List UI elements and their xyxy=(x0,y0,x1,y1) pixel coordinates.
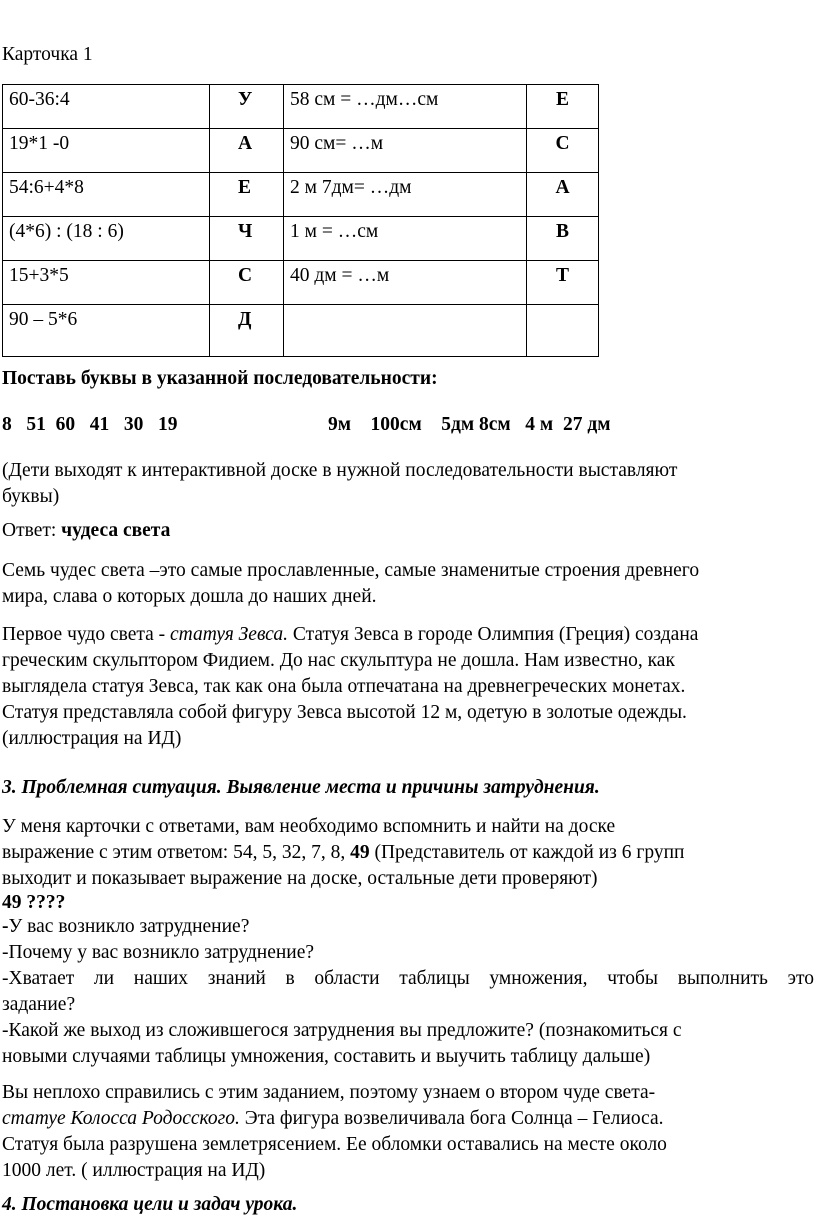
expression-cell: 90 – 5*6 xyxy=(3,305,210,357)
conversion-cell: 1 м = …см xyxy=(284,217,527,261)
letter-cell: Ч xyxy=(210,217,284,261)
letter-cell-2: С xyxy=(527,129,599,173)
answer-line xyxy=(2,518,170,544)
paragraph-3-line-3: выходит и показывает выражение на доске, остальные дети проверяют) xyxy=(2,868,598,889)
expression-cell: 19*1 -0 xyxy=(3,129,210,173)
expression-cell: 60-36:4 xyxy=(3,85,210,129)
question-4-line-1: -Какой же выход из сложившегося затруднения вы предложите? (познакомиться с xyxy=(2,1020,682,1041)
paragraph-4-line-2 xyxy=(2,1106,663,1132)
question-3-line-2: задание? xyxy=(2,994,76,1015)
question-2: -Почему у вас возникло затруднение? xyxy=(2,942,315,963)
paragraph-3-line-1: У меня карточки с ответами, вам необходимо вспомнить и найти на доске xyxy=(2,816,616,837)
question-1-text: У вас возникло затруднение? xyxy=(8,916,250,937)
letter-cell-2: Е xyxy=(527,85,599,129)
card-title: Карточка 1 xyxy=(2,44,93,65)
letter-cell-2: В xyxy=(527,217,599,261)
paragraph-2-start: Первое чудо света - xyxy=(2,624,171,645)
conversion-cell: 2 м 7дм= …дм xyxy=(284,173,527,217)
paragraph-2-line-5: (иллюстрация на ИД) xyxy=(2,728,182,749)
answer-value: чудеса света xyxy=(61,520,171,541)
expression-cell: 54:6+4*8 xyxy=(3,173,210,217)
sequence-numbers: 8 51 60 41 30 19 xyxy=(2,414,178,435)
letter-cell-2: А xyxy=(527,173,599,217)
table-row xyxy=(3,173,599,217)
question-1-dash: - xyxy=(2,916,9,937)
paragraph-2-line-2: греческим скульптором Фидием. До нас скульптура не дошла. Нам известно, как xyxy=(2,650,675,671)
paragraph-2-line-1 xyxy=(2,622,698,648)
paragraph-4-line-4: 1000 лет. ( иллюстрация на ИД) xyxy=(2,1160,266,1181)
paragraph-4-line-1: Вы неплохо справились с этим заданием, поэтому узнаем о втором чуде света- xyxy=(2,1082,656,1103)
question-1 xyxy=(2,914,249,940)
conversion-cell: 90 см= …м xyxy=(284,129,527,173)
expression-cell: 15+3*5 xyxy=(3,261,210,305)
table-row xyxy=(3,261,599,305)
card-table xyxy=(2,84,599,357)
table-row xyxy=(3,217,599,261)
paragraph-3-line-2-c: (Представитель от каждой из 6 групп xyxy=(369,842,685,863)
paragraph-3-line-2-b: 49 xyxy=(350,842,370,863)
heading-4: 4. Постановка цели и задач урока. xyxy=(2,1194,298,1215)
heading-3: 3. Проблемная ситуация. Выявление места и причины затруднения. xyxy=(2,777,600,798)
paragraph-3-line-4: 49 ???? xyxy=(2,892,66,913)
instruction-text: Поставь буквы в указанной последовательности: xyxy=(2,368,438,389)
table-row xyxy=(3,85,599,129)
conversion-cell: 58 см = …дм…см xyxy=(284,85,527,129)
table-row xyxy=(3,305,599,357)
paragraph-4-rest: Эта фигура возвеличивала бога Солнца – Гелиоса. xyxy=(239,1108,664,1129)
answer-label: Ответ: xyxy=(2,520,57,541)
paragraph-2-line-3: выглядела статуя Зевса, так как она была отпечатана на древнегреческих монетах. xyxy=(2,676,686,697)
paragraph-1-line-1: Семь чудес света –это самые прославленные, самые знаменитые строения древнего xyxy=(2,560,700,581)
note-line-2: буквы) xyxy=(2,486,60,507)
conversion-cell xyxy=(284,305,527,357)
note-line-1: (Дети выходят к интерактивной доске в нужной последовательности выставляют xyxy=(2,460,678,481)
paragraph-2-line-4: Статуя представляла собой фигуру Зевса высотой 12 м, одетую в золотые одежды. xyxy=(2,702,687,723)
paragraph-4-italic: статуе Колосса Родосского. xyxy=(2,1108,240,1129)
paragraph-4-line-3: Статуя была разрушена землетрясением. Ее обломки оставались на месте около xyxy=(2,1134,667,1155)
letter-cell-2 xyxy=(527,305,599,357)
letter-cell: С xyxy=(210,261,284,305)
question-4-line-2: новыми случаями таблицы умножения, составить и выучить таблицу дальше) xyxy=(2,1046,651,1067)
sequence-units: 9м 100см 5дм 8см 4 м 27 дм xyxy=(328,414,611,435)
table-row xyxy=(3,129,599,173)
paragraph-3-line-2 xyxy=(2,840,684,866)
letter-cell: У xyxy=(210,85,284,129)
paragraph-2-italic: статуя Зевса. xyxy=(170,624,288,645)
question-3-line-1: -Хватает ли наших знаний в области таблицы умножения, чтобы выполнить это xyxy=(2,968,814,989)
letter-cell: Д xyxy=(210,305,284,357)
paragraph-2-rest: Статуя Зевса в городе Олимпия (Греция) создана xyxy=(287,624,699,645)
letter-cell-2: Т xyxy=(527,261,599,305)
conversion-cell: 40 дм = …м xyxy=(284,261,527,305)
paragraph-3-line-2-a: выражение с этим ответом: 54, 5, 32, 7, 8, xyxy=(2,842,351,863)
letter-cell: Е xyxy=(210,173,284,217)
paragraph-1-line-2: мира, слава о которых дошла до наших дней. xyxy=(2,586,377,607)
letter-cell: А xyxy=(210,129,284,173)
expression-cell: (4*6) : (18 : 6) xyxy=(3,217,210,261)
